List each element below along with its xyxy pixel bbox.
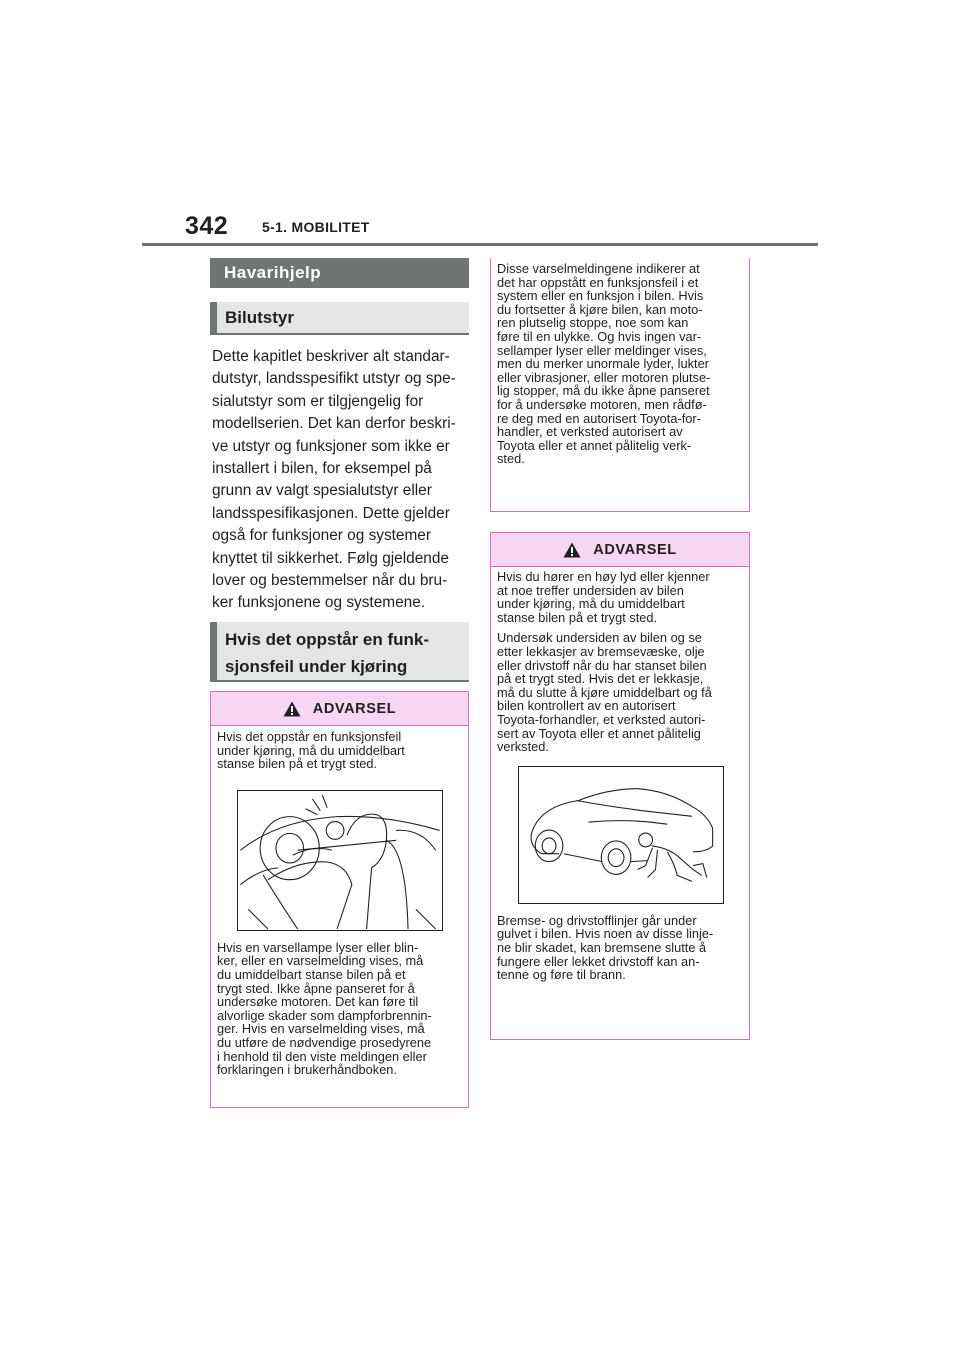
warning-text-inspect: Undersøk undersiden av bilen og se etter lekkasjer av bremsevæske, olje eller drivstoff når du har stanset bilen på et trygt sted. Hvis det er lekkasje, må du slutte å kjøre umiddelbart og få bilen kontrollert av en autorisert Toyota-forhandler, et verksted autori- sert av Toyota eller et annet pålitelig verksted. xyxy=(497,630,712,755)
warning-header xyxy=(491,533,749,567)
subsection-title-line-1: Hvis det oppstår en funk- xyxy=(225,630,430,649)
section-title: Havarihjelp xyxy=(210,258,469,288)
warning-box-malfunction xyxy=(210,691,469,1108)
warning-triangle-icon xyxy=(283,701,301,717)
header-divider xyxy=(142,243,818,246)
chapter-title: 5-1. MOBILITET xyxy=(262,219,370,235)
subsection-title-line-2: sjonsfeil under kjøring xyxy=(225,657,408,676)
continued-text: Disse varselmeldingene indikerer at det har oppstått en funksjonsfeil i et system eller en funksjon i bilen. Hvis du fortsetter å kjøre bilen, kan moto- ren plutselig stoppe, noe som kan føre til en ulykke. Og hvis ingen var- sellamper lyser eller meldinger vises, men du merker unormale lyder, lukter eller vibrasjoner, eller motoren plutse- lig stopper, må du ikke åpne panseret for å undersøke motoren, men rådfø- re deg med en autorisert Toyota-for- handler, et verksted autorisert av Toyota eller et annet pålitelig verk- sted. xyxy=(497,261,711,467)
warning-title: ADVARSEL xyxy=(312,700,397,717)
driver-warning-illustration xyxy=(237,790,443,931)
intro-paragraph: Dette kapitlet beskriver alt standar- dutstyr, landsspesifikt utstyr og spe- sialutstyr som er tilgjengelig for modellserien. Det kan derfor beskri- ve utstyr og funksjoner som ikke er installert i bilen, for eksempel på grunn av valgt spesialutstyr eller landsspesifikasjonen. Dette gjelder også for funksjoner og systemer knyttet til sikkerhet. Følg gjeldende lover og bestemmelser når du bru- ker funksjonene og systemene. xyxy=(212,348,456,612)
warning-triangle-icon xyxy=(563,542,581,558)
car-underbody-illustration xyxy=(518,766,724,904)
page-number: 342 xyxy=(185,212,229,240)
warning-text-lamp: Hvis en varsellampe lyser eller blin- ker, eller en varselmelding vises, må du umiddelbart stanse bilen på et trygt sted. Ikke åpne panseret for å undersøke motoren. Det kan føre til alvorlige skader som dampforbrennin- ger. Hvis en varselmelding vises, må du utføre de nødvendige prosedyrene i henhold til den viste meldingen eller forklaringen i brukerhåndboken. xyxy=(217,939,432,1078)
warning-box-underbody xyxy=(490,532,750,1040)
subsection-title-malfunction xyxy=(210,622,469,682)
warning-text-stop: Hvis det oppstår en funksjonsfeil under kjøring, må du umiddelbart stanse bilen på et trygt sted. xyxy=(217,729,405,772)
warning-text-brake-lines: Bremse- og drivstofflinjer går under gulvet i bilen. Hvis noen av disse linje- ne blir skadet, kan bremsene slutte å fungere eller lekket drivstoff kan an- tenne og føre til brann. xyxy=(497,912,714,983)
warning-box-continued xyxy=(490,258,750,512)
warning-text-impact: Hvis du hører en høy lyd eller kjenner at noe treffer undersiden av bilen under kjøring, må du umiddelbart stanse bilen på et trygt sted. xyxy=(497,569,710,625)
warning-header xyxy=(211,692,468,726)
subsection-title-equipment: Bilutstyr xyxy=(210,302,469,335)
warning-title: ADVARSEL xyxy=(593,541,677,558)
